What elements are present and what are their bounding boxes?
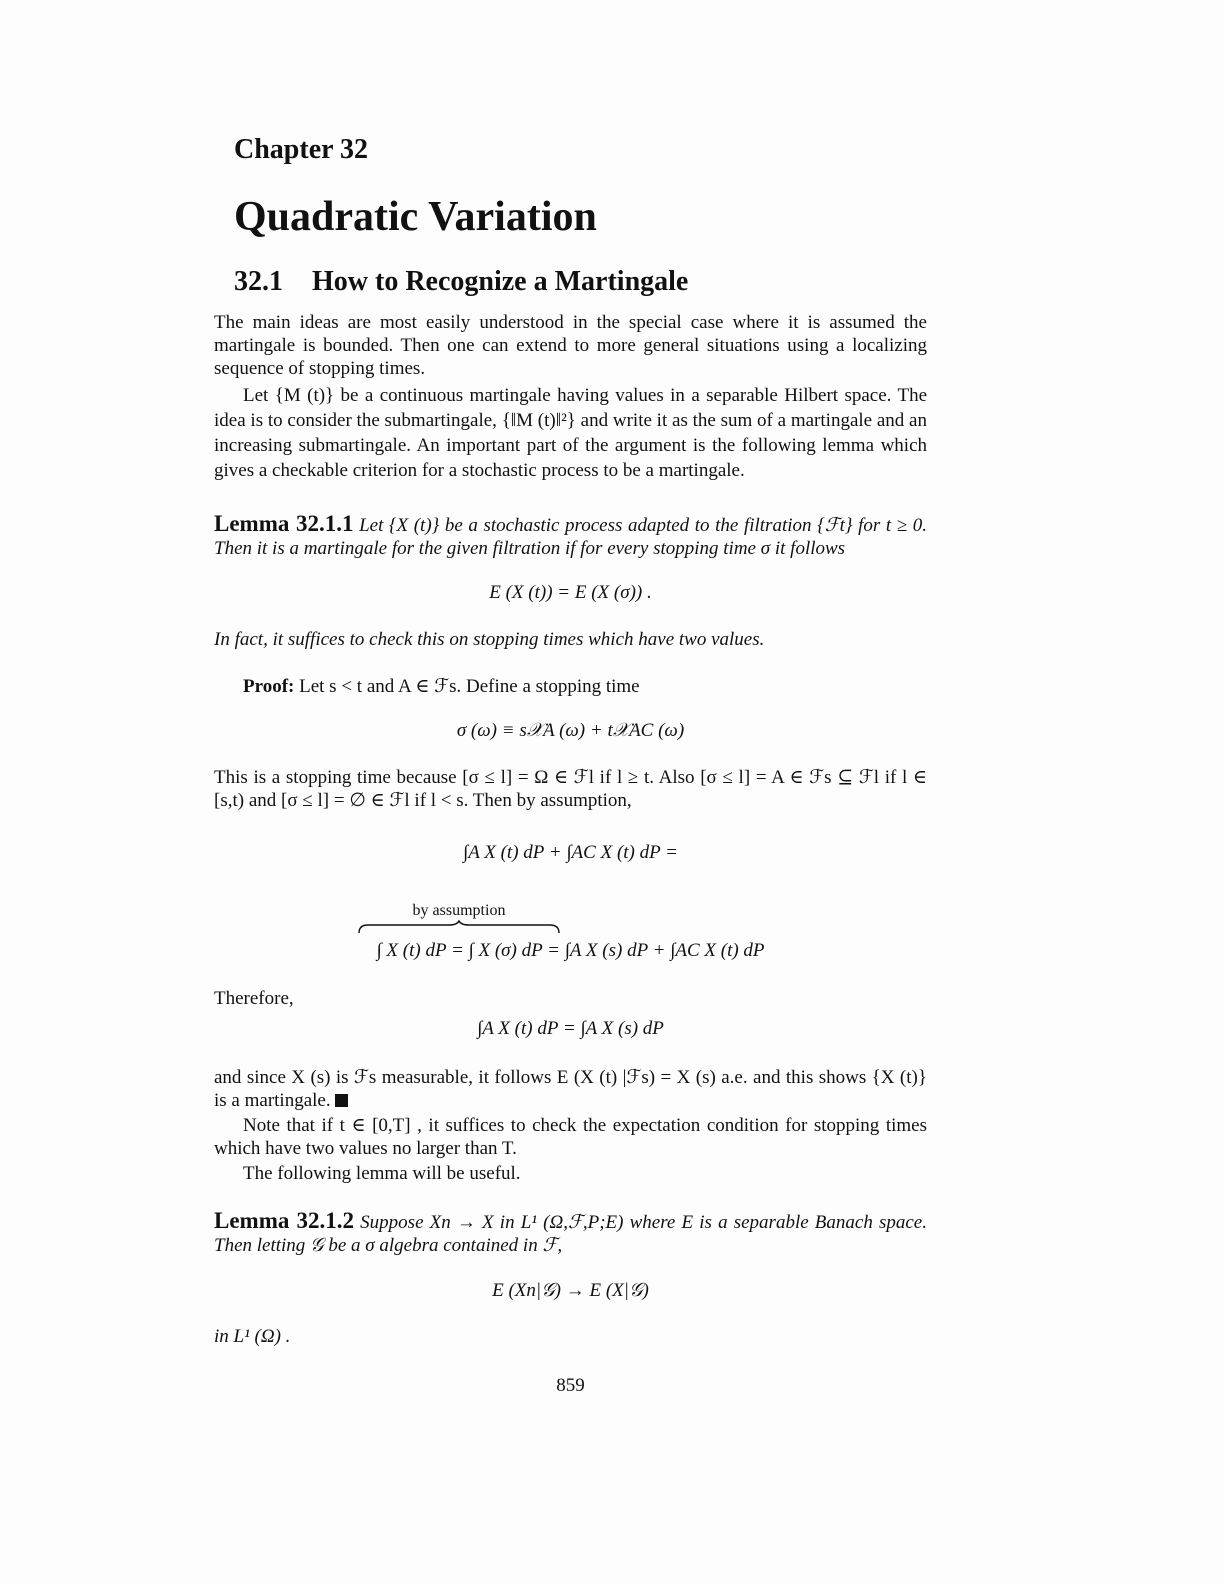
intro-paragraph: The main ideas are most easily understood in the special case where it is assumed the martingale is bounded. Then one can extend to more general situations using a localizing sequence of stopping times. (214, 312, 927, 379)
integral-sum-equation: ∫A X (t) dP + ∫AC X (t) dP = (463, 842, 678, 863)
chapter-title: Quadratic Variation (234, 194, 597, 240)
lemma-1-statement: Let {X (t)} be a stochastic process adapted to the filtration {ℱt} for t ≥ 0. Then it is a martingale for the given filtration if for every stopping time σ it follows (214, 515, 928, 559)
lemma-1-equation: E (X (t)) = E (X (σ)) . (489, 582, 652, 603)
therefore-text: Therefore, (214, 988, 294, 1009)
following-lemma-text: The following lemma will be useful. (243, 1163, 521, 1184)
proof-conclusion-text: and since X (s) is ℱs measurable, it follows E (X (t) |ℱs) = X (s) a.e. and this shows {X (t)} is a martingale. (214, 1067, 927, 1111)
proof-intro (214, 675, 927, 698)
stopping-time-equation: σ (ω) ≡ s𝒳A (ω) + t𝒳AC (ω) (456, 720, 685, 741)
overbrace (358, 920, 560, 934)
proof-label: Proof: (243, 676, 295, 697)
section-number: 32.1 (234, 266, 283, 297)
lemma-2-remark: in L¹ (Ω) . (214, 1326, 291, 1347)
proof-conclusion (214, 1066, 927, 1112)
lemma-2-head: Lemma 32.1.2 (214, 1208, 355, 1233)
integral-result-equation: ∫A X (t) dP = ∫A X (s) dP (477, 1018, 664, 1039)
brace-label: by assumption (412, 902, 506, 919)
lemma-2 (214, 1209, 927, 1257)
integral-chain-equation: ∫ X (t) dP = ∫ X (σ) dP = ∫A X (s) dP + ∫AC X (t) dP (376, 940, 765, 961)
qed-square-icon (335, 1094, 348, 1107)
section-title (234, 266, 688, 298)
submartingale-paragraph: Let {M (t)} be a continuous martingale having values in a separable Hilbert space. The idea is to consider the submartingale, {‖M (t)‖²} and write it as the sum of a martingale and an increasing submartingale. An important part of the argument is the following lemma which gives a checkable criterion for a stochastic process to be a martingale. (214, 385, 927, 481)
lemma-1 (214, 512, 927, 560)
chapter-label: Chapter 32 (234, 134, 369, 165)
lemma-1-remark: In fact, it suffices to check this on stopping times which have two values. (214, 629, 765, 650)
proof-intro-text: Let s < t and A ∈ ℱs. Define a stopping time (299, 676, 640, 697)
note-paragraph: Note that if t ∈ [0,T] , it suffices to check the expectation condition for stopping times which have two values no larger than T. (214, 1115, 927, 1159)
lemma-2-statement: Suppose Xn → X in L¹ (Ω,ℱ,P;E) where E is a separable Banach space. Then letting 𝒢 be a σ algebra contained in ℱ, (214, 1212, 927, 1256)
stopping-time-paragraph: This is a stopping time because [σ ≤ l] = Ω ∈ ℱl if l ≥ t. Also [σ ≤ l] = A ∈ ℱs ⊆ ℱl if l ∈ [s,t) and [σ ≤ l] = ∅ ∈ ℱl if l < s. Then by assumption, (214, 767, 927, 811)
lemma-1-head: Lemma 32.1.1 (214, 511, 354, 536)
lemma-2-equation: E (Xn|𝒢) → E (X|𝒢) (492, 1280, 649, 1301)
page-number: 859 (556, 1375, 585, 1396)
section-heading: How to Recognize a Martingale (312, 266, 689, 297)
